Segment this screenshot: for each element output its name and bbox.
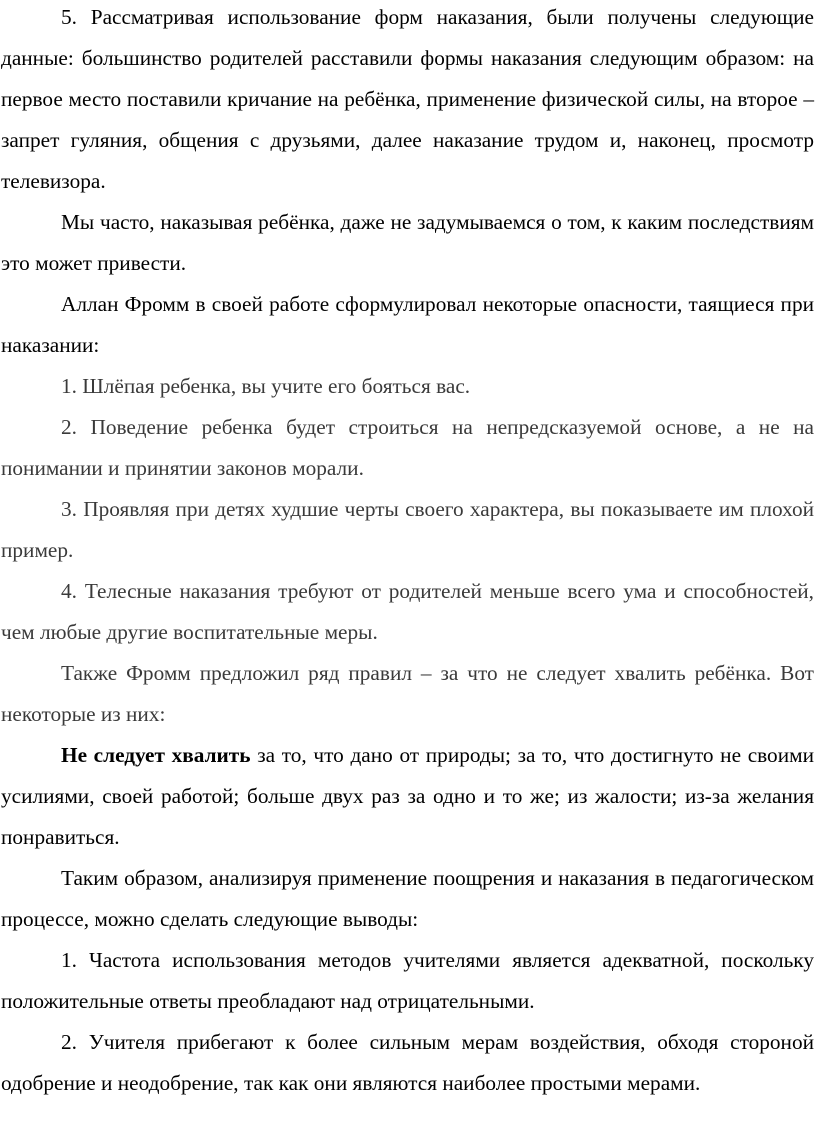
paragraph-punishment-forms: 5. Рассматривая использование форм наказания, были получены следующие данные: большинство родителей расставили формы наказания следующим образом: на первое место поставили кричание на ребёнка, применение физической силы, на второе – запрет гуляния, общения с друзьями, далее наказание трудом и, наконец, просмотр телевизора.: [1, 5, 814, 193]
list-item-danger-1: 1. Шлёпая ребенка, вы учите его бояться вас.: [61, 374, 471, 398]
paragraph-praise-rules: Также Фромм предложил ряд правил – за что не следует хвалить ребёнка. Вот некоторые из них:: [1, 661, 814, 726]
bold-lead-text: Не следует хвалить: [61, 743, 251, 767]
list-item-danger-2: 2. Поведение ребенка будет строиться на непредсказуемой основе, а не на понимании и принятии законов морали.: [1, 415, 814, 480]
paragraph-consequences: Мы часто, наказывая ребёнка, даже не задумываемся о том, к каким последствиям это может привести.: [1, 210, 814, 275]
paragraph-praise-rules-list: [1, 735, 814, 858]
list-item-danger-3: 3. Проявляя при детях худшие черты своего характера, вы показываете им плохой пример.: [1, 497, 814, 562]
list-item-conclusion-2: 2. Учителя прибегают к более сильным мерам воздействия, обходя стороной одобрение и неодобрение, так как они являются наиболее простыми мерами.: [1, 1030, 814, 1095]
list-item-conclusion-1: 1. Частота использования методов учителями является адекватной, поскольку положительные ответы преобладают над отрицательными.: [1, 948, 814, 1013]
paragraph-conclusions-intro: Таким образом, анализируя применение поощрения и наказания в педагогическом процессе, можно сделать следующие выводы:: [1, 866, 814, 931]
paragraph-fromm-dangers: Аллан Фромм в своей работе сформулировал некоторые опасности, таящиеся при наказании:: [1, 292, 814, 357]
list-item-danger-4: 4. Телесные наказания требуют от родителей меньше всего ума и способностей, чем любые другие воспитательные меры.: [1, 579, 814, 644]
praise-rules-text: за то, что дано от природы; за то, что достигнуто не своими усилиями, своей работой; больше двух раз за одно и то же; из жалости; из-за желания понравиться.: [1, 743, 814, 849]
